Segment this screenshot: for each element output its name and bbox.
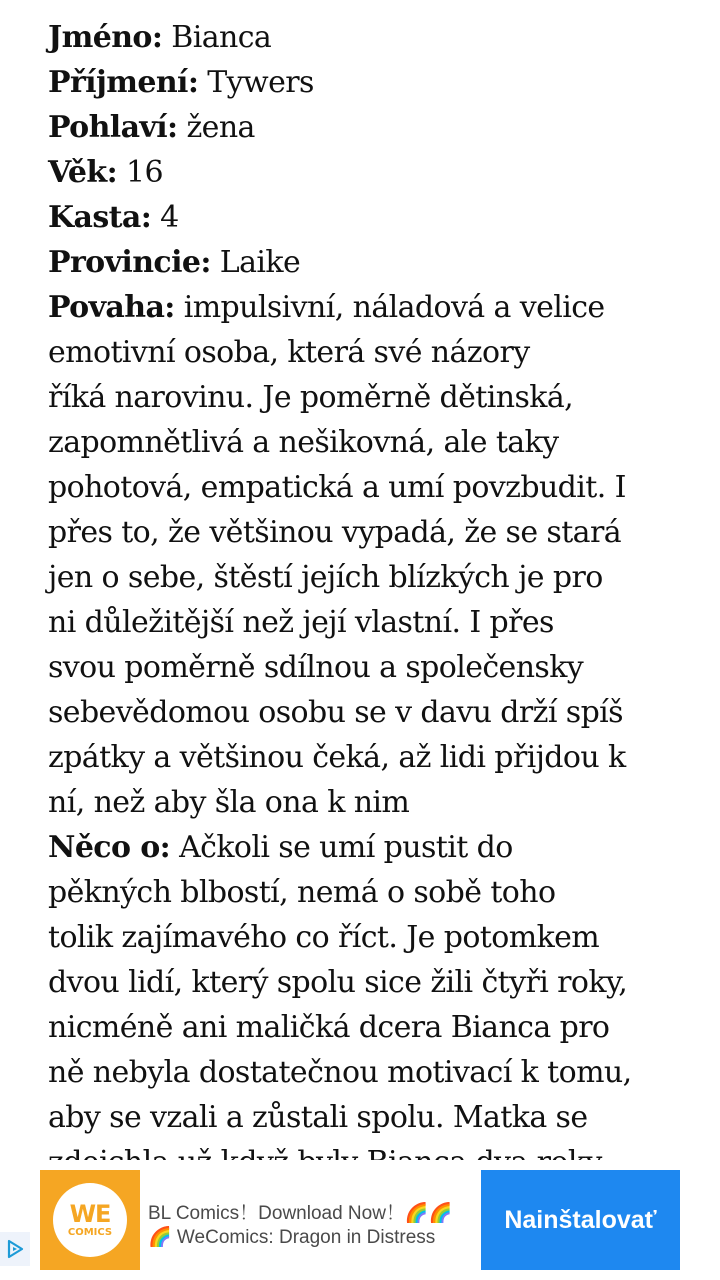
field-prijmeni <box>48 60 668 105</box>
field-pohlavi <box>48 105 668 150</box>
field-neco-o <box>48 825 668 1185</box>
field-label: Pohlaví: <box>48 110 178 145</box>
field-label: Jméno: <box>48 20 163 55</box>
text-line-content: impulsivní, náladová a velice <box>183 290 605 325</box>
text-line: svou poměrně sdílnou a společensky <box>48 650 584 685</box>
field-label: Provincie: <box>48 245 211 280</box>
text-line: jen o sebe, štěstí jejích blízkých je pro <box>48 560 603 595</box>
field-jmeno <box>48 15 668 60</box>
ad-line-2: 🌈 WeComics: Dragon in Distress <box>148 1227 436 1248</box>
install-button[interactable]: Nainštalovať <box>481 1170 680 1270</box>
text-line: přes to, že většinou vypadá, že se stará <box>48 515 621 550</box>
text-line: ně nebyla dostatečnou motivací k tomu, <box>48 1055 632 1090</box>
wecomics-logo[interactable] <box>40 1170 140 1270</box>
field-label: Příjmení: <box>48 65 199 100</box>
text-line: zpátky a většinou čeká, až lidi přijdou k <box>48 740 626 775</box>
text-line <box>48 825 668 870</box>
wecomics-logo-badge <box>53 1183 127 1257</box>
text-line <box>48 285 668 330</box>
field-value: žena <box>186 110 255 145</box>
text-line: sebevědomou osobu se v davu drží spíš <box>48 695 623 730</box>
text-line: říká narovinu. Je poměrně dětinská, <box>48 380 574 415</box>
field-label: Věk: <box>48 155 118 190</box>
field-kasta <box>48 195 668 240</box>
field-value: 4 <box>160 200 179 235</box>
text-line: nicméně ani maličká dcera Bianca pro <box>48 1010 610 1045</box>
text-line-content: Ačkoli se umí pustit do <box>179 830 513 865</box>
field-label: Kasta: <box>48 200 152 235</box>
text-line: ní, než aby šla ona k nim <box>48 785 410 820</box>
field-povaha <box>48 285 668 825</box>
field-vek <box>48 150 668 195</box>
field-value: 16 <box>126 155 163 190</box>
text-line: ni důležitější než její vlastní. I přes <box>48 605 554 640</box>
text-line: dvou lidí, který spolu sice žili čtyři roky, <box>48 965 628 1000</box>
field-label: Něco o: <box>48 830 171 865</box>
field-value: Bianca <box>171 20 272 55</box>
ad-description[interactable] <box>148 1202 478 1250</box>
ad-banner[interactable] <box>0 1160 720 1280</box>
profile-text <box>48 15 668 1185</box>
field-provincie <box>48 240 668 285</box>
adchoices-triangle-icon <box>6 1239 24 1259</box>
text-line: tolik zajímavého co říct. Je potomkem <box>48 920 600 955</box>
field-value: Tywers <box>207 65 314 100</box>
adchoices-icon[interactable] <box>0 1232 30 1266</box>
text-line: pohotová, empatická a umí povzbudit. I <box>48 470 626 505</box>
text-line: zapomnětlivá a nešikovná, ale taky <box>48 425 559 460</box>
logo-text-top: WE <box>69 1200 111 1228</box>
text-line: aby se vzali a zůstali spolu. Matka se <box>48 1100 588 1135</box>
logo-text-bottom: COMICS <box>67 1227 113 1238</box>
ad-line-1: BL Comics！Download Now！🌈🌈 <box>148 1203 453 1224</box>
field-label: Povaha: <box>48 290 175 325</box>
text-line: pěkných blbostí, nemá o sobě toho <box>48 875 556 910</box>
field-value: Laike <box>219 245 301 280</box>
text-line: emotivní osoba, která své názory <box>48 335 530 370</box>
